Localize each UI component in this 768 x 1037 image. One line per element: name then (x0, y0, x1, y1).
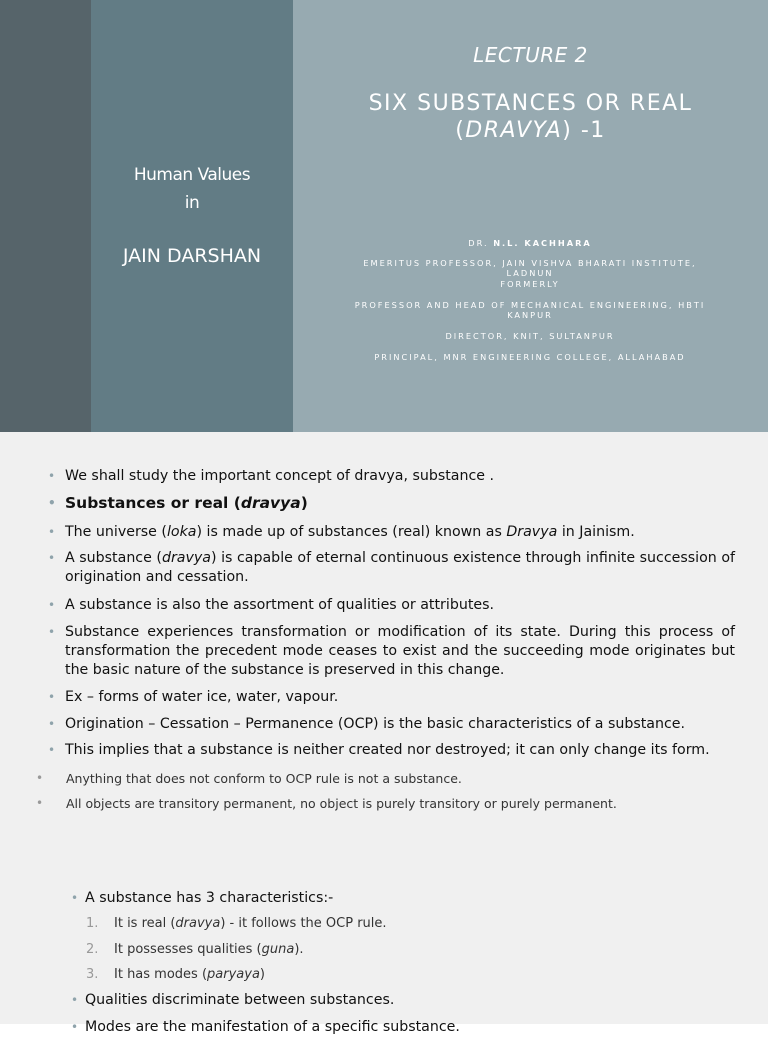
item-italic: guna (261, 942, 295, 957)
content-slide-substances (0, 432, 768, 864)
bullet-text: Substance experiences transformation or modification of its state. During this process of transformation the precedent mode ceases to exist and the succeeding mode originates but the basic nature of the substance is preserved in this change. (65, 624, 735, 678)
bullet-italic: loka (166, 524, 197, 540)
bullet-dot-icon: • (48, 525, 56, 539)
bullet-item (36, 794, 736, 813)
item-text: It possesses qualities ( (114, 942, 262, 957)
bullet-dot-icon: • (71, 891, 79, 905)
author-name: N.L. KACHHARA (493, 238, 592, 248)
bullet-dot-icon: • (48, 598, 56, 612)
item-italic: dravya (175, 916, 221, 931)
bullet-italic: dravya (161, 550, 211, 566)
bullet-text: Origination – Cessation – Permanence (OCP) is the basic characteristics of a substance. (65, 716, 686, 732)
bullet-text: in Jainism. (557, 524, 635, 540)
bullet-item (48, 596, 735, 615)
lecture-title-line1: SIX SUBSTANCES OR REAL (368, 91, 693, 116)
affiliation-formerly: FORMERLY (500, 279, 560, 289)
item-text: It has modes ( (114, 967, 208, 982)
bullet-text: ) is capable of eternal continuous existence through infinite succession of origination and cessation. (65, 550, 735, 585)
bullet-dot-icon: • (48, 743, 56, 757)
bullet-item (71, 1018, 460, 1037)
affiliation-principal: PRINCIPAL, MNR ENGINEERING COLLEGE, ALLAHABAD (374, 352, 686, 362)
item-number: 3. (86, 967, 99, 982)
bullet-dot-icon: • (48, 496, 56, 510)
course-title-line1: Human Values (133, 165, 251, 185)
bullet-dot-icon: • (48, 625, 56, 639)
course-title-line2: in (184, 193, 200, 213)
bullet-dot-icon: • (36, 796, 44, 810)
bullet-item (48, 741, 735, 760)
bullet-item (71, 991, 395, 1010)
affiliation-hod: PROFESSOR AND HEAD OF MECHANICAL ENGINEERING, HBTI KANPUR (354, 300, 706, 320)
bullet-text: Qualities discriminate between substances. (85, 992, 395, 1008)
bullet-text: A substance is also the assortment of qualities or attributes. (65, 597, 495, 613)
item-text: ). (294, 942, 304, 957)
left-dark-panel (0, 0, 91, 432)
bullet-text: The universe ( (65, 524, 167, 540)
item-text: ) (259, 967, 265, 982)
bullet-dot-icon: • (36, 771, 44, 785)
bullet-text: Ex – forms of water ice, water, vapour. (65, 689, 339, 705)
bullet-text: Substances or real ( (65, 494, 241, 512)
bullet-dot-icon: • (48, 717, 56, 731)
affiliation-emeritus: EMERITUS PROFESSOR, JAIN VISHVA BHARATI INSTITUTE, LADNUN (363, 258, 697, 278)
bullet-item (48, 549, 735, 587)
lecture-title (293, 90, 768, 144)
bullet-item (36, 769, 736, 788)
numbered-item (86, 966, 265, 984)
left-mid-panel (91, 0, 293, 432)
item-italic: paryaya (207, 967, 260, 982)
lecture-number: LECTURE 2 (473, 43, 588, 67)
bullet-item (71, 889, 334, 908)
item-number: 2. (86, 942, 99, 957)
item-text: ) - it follows the OCP rule. (220, 916, 387, 931)
author-prefix: DR. (468, 238, 494, 248)
bullet-dot-icon: • (71, 993, 79, 1007)
bullet-text: Modes are the manifestation of a specific substance. (85, 1019, 460, 1035)
bullet-text: We shall study the important concept of dravya, substance . (65, 468, 495, 484)
title-paren-close: ) -1 (562, 118, 606, 143)
bullet-item (48, 688, 735, 707)
lecture-title-line2 (293, 117, 768, 144)
bullet-text: ) (300, 494, 308, 512)
bullet-dot-icon: • (48, 551, 56, 565)
bullet-dot-icon: • (48, 469, 56, 483)
title-italic-word: DRAVYA (465, 118, 563, 143)
bullet-text: ) is made up of substances (real) known as (196, 524, 507, 540)
affiliation-director: DIRECTOR, KNIT, SULTANPUR (445, 331, 615, 341)
bullet-text: This implies that a substance is neither created nor destroyed; it can only change its form. (65, 742, 710, 758)
numbered-item (86, 915, 387, 933)
title-slide (0, 0, 768, 432)
bullet-text: A substance ( (65, 550, 162, 566)
author-line (340, 238, 720, 248)
bullet-italic: dravya (240, 494, 301, 512)
bullet-item (48, 467, 735, 486)
title-paren-open: ( (455, 118, 466, 143)
bullet-italic: Dravya (506, 524, 558, 540)
bullet-text: A substance has 3 characteristics:- (85, 890, 334, 906)
bullet-dot-icon: • (48, 690, 56, 704)
bullet-item (48, 523, 735, 542)
bullet-dot-icon: • (71, 1020, 79, 1034)
bullet-item (48, 715, 735, 734)
item-text: It is real ( (114, 916, 176, 931)
item-number: 1. (86, 916, 99, 931)
bullet-text: All objects are transitory permanent, no object is purely transitory or purely permanent. (66, 796, 617, 811)
bullet-item (48, 623, 735, 680)
course-title-line3: JAIN DARSHAN (122, 245, 262, 267)
bullet-text: Anything that does not conform to OCP rule is not a substance. (66, 771, 462, 786)
bullet-item (48, 494, 735, 513)
content-slide-characteristics (0, 864, 768, 1035)
numbered-item (86, 941, 304, 959)
